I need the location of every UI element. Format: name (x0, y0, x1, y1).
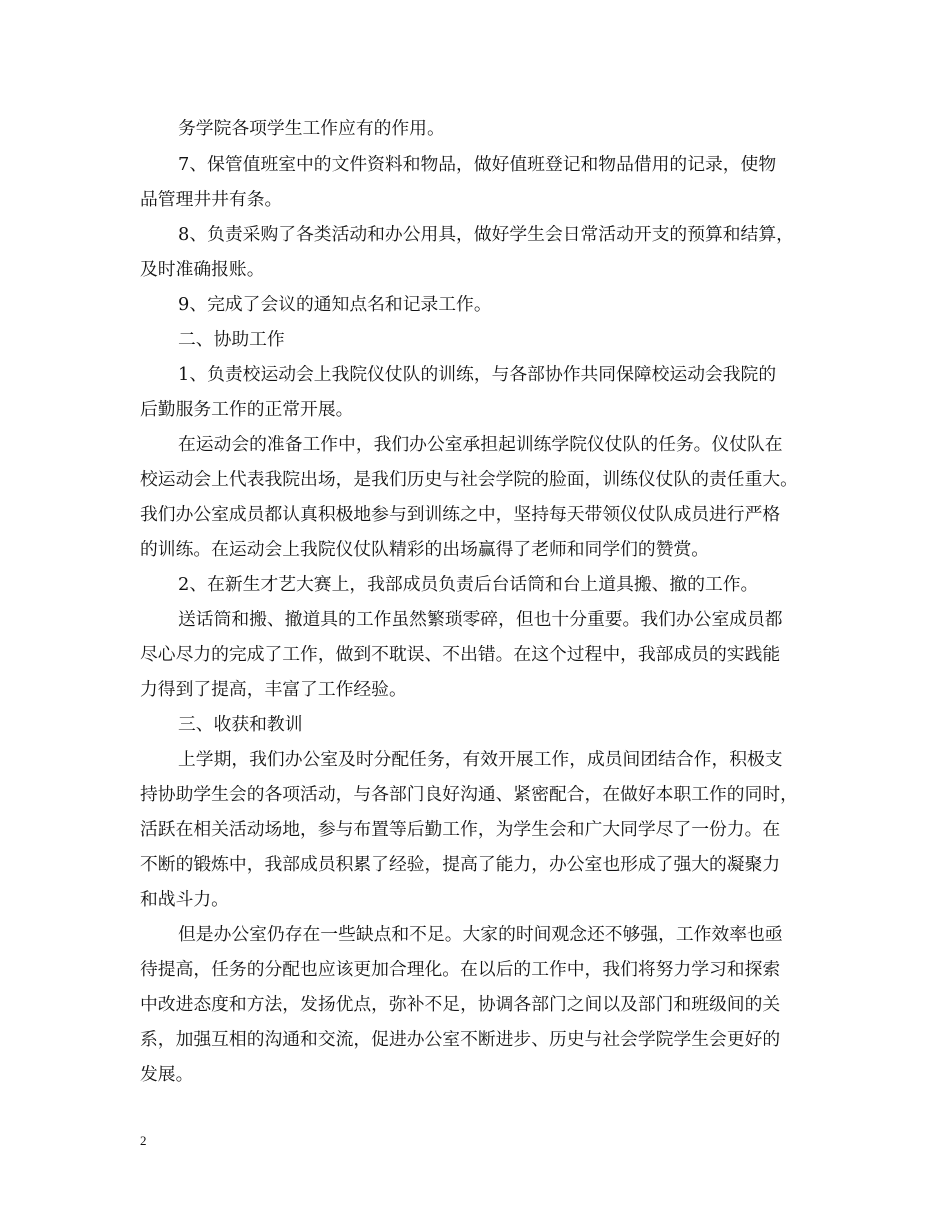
text-line: 我们办公室成员都认真积极地参与到训练之中，坚持每天带领仪仗队成员进行严格 (140, 504, 781, 525)
text-line: 后勤服务工作的正常开展。 (140, 399, 354, 420)
text-line: 务学院各项学生工作应有的作用。 (178, 118, 445, 139)
text-line: 中改进态度和方法，发扬优点，弥补不足，协调各部门之间以及部门和班级间的关 (140, 994, 781, 1015)
text-line: 持协助学生会的各项活动，与各部门良好沟通、紧密配合，在做好本职工作的同时， (140, 784, 798, 805)
text-line: 系，加强互相的沟通和交流，促进办公室不断进步、历史与社会学院学生会更好的 (140, 1029, 781, 1050)
text-line: 校运动会上代表我院出场，是我们历史与社会学院的脸面，训练仪仗队的责任重大。 (140, 469, 798, 490)
text-line: 发展。 (140, 1064, 194, 1085)
section-heading: 二、协助工作 (178, 329, 285, 350)
text-line: 品管理井井有条。 (140, 189, 283, 210)
text-line: 不断的锻炼中，我部成员积累了经验，提高了能力，办公室也形成了强大的凝聚力 (140, 854, 781, 875)
text-line: 8、负责采购了各类活动和办公用具，做好学生会日常活动开支的预算和结算， (178, 224, 794, 245)
text-line: 2、在新生才艺大赛上，我部成员负责后台话筒和台上道具搬、撤的工作。 (178, 574, 759, 595)
text-line: 及时准确报账。 (140, 259, 265, 280)
text-line: 活跃在相关活动场地，参与布置等后勤工作，为学生会和广大同学尽了一份力。在 (140, 819, 781, 840)
section-heading: 三、收获和教训 (178, 714, 303, 735)
text-line: 7、保管值班室中的文件资料和物品，做好值班登记和物品借用的记录，使物 (178, 154, 777, 175)
text-line: 但是办公室仍存在一些缺点和不足。大家的时间观念还不够强，工作效率也亟 (178, 924, 783, 945)
page-number: 2 (140, 1133, 147, 1148)
text-line: 在运动会的准备工作中，我们办公室承担起训练学院仪仗队的任务。仪仗队在 (178, 434, 783, 455)
text-line: 尽心尽力的完成了工作，做到不耽误、不出错。在这个过程中，我部成员的实践能 (140, 644, 781, 665)
text-line: 1、负责校运动会上我院仪仗队的训练，与各部协作共同保障校运动会我院的 (178, 364, 777, 385)
text-line: 力得到了提高，丰富了工作经验。 (140, 679, 407, 700)
text-line: 送话筒和搬、撤道具的工作虽然繁琐零碎，但也十分重要。我们办公室成员都 (178, 609, 783, 630)
text-line: 待提高，任务的分配也应该更加合理化。在以后的工作中，我们将努力学习和探索 (140, 959, 781, 980)
text-line: 的训练。在运动会上我院仪仗队精彩的出场赢得了老师和同学们的赞赏。 (140, 539, 710, 560)
text-line: 9、完成了会议的通知点名和记录工作。 (178, 294, 492, 315)
text-line: 和战斗力。 (140, 889, 229, 910)
text-line: 上学期，我们办公室及时分配任务，有效开展工作，成员间团结合作，积极支 (178, 749, 783, 770)
